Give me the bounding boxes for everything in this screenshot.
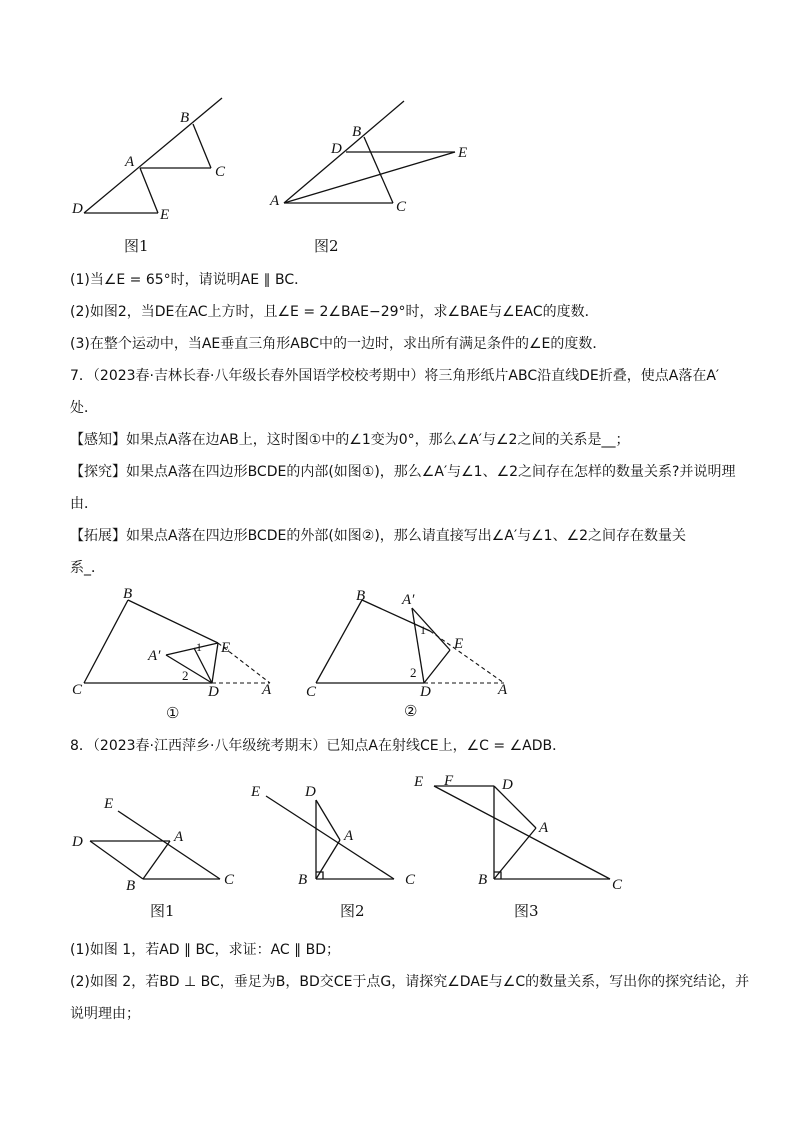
label-A: A: [344, 828, 354, 844]
label-angle-1: 1: [420, 623, 426, 637]
label-A: A: [498, 682, 508, 698]
label-C: C: [215, 164, 226, 180]
label-C: C: [224, 872, 235, 888]
q8-fig3-caption: 图3: [514, 902, 539, 920]
label-A: A: [174, 829, 184, 845]
q8-part-2-line1: (2)如图 2，若BD ⊥ BC，垂足为B，BD交CE于点G，请探究∠DAE与∠C的数量关系，写出你的探究结论，并: [70, 974, 750, 990]
label-A: A: [539, 820, 549, 836]
q7-tuozhan-line2: 系_．: [70, 560, 105, 576]
label-A: A: [125, 154, 135, 170]
label-C: C: [306, 684, 317, 700]
label-F: F: [444, 773, 454, 789]
q8-fig2-caption: 图2: [340, 902, 365, 920]
q7-intro-line2: 处．: [70, 400, 98, 416]
label-C: C: [72, 682, 83, 698]
q7-tanjiu-line2: 由．: [70, 496, 98, 512]
label-E: E: [251, 784, 261, 800]
label-C: C: [396, 199, 407, 215]
label-C: C: [405, 872, 416, 888]
label-D: D: [72, 201, 83, 217]
q7-fig2-caption: ②: [404, 702, 418, 720]
label-E: E: [104, 796, 114, 812]
label-B: B: [126, 878, 136, 894]
q7-tanjiu-line1: 【探究】如果点A落在四边形BCDE的内部(如图①)，那么∠A′与∠1、∠2之间存在怎样的数量关系?并说明理: [70, 464, 736, 480]
label-E: E: [160, 207, 170, 223]
label-E: E: [454, 636, 464, 652]
label-D: D: [420, 684, 431, 700]
label-angle-2: 2: [182, 668, 189, 683]
label-E: E: [458, 145, 468, 161]
q6-fig1-caption: 图1: [124, 237, 149, 255]
label-D: D: [305, 784, 316, 800]
label-A-prime: A′: [148, 648, 161, 664]
label-angle-2: 2: [410, 665, 417, 680]
q8-intro: 8．（2023春·江西萍乡·八年级统考期末）已知点A在射线CE上，∠C = ∠ADB．: [70, 738, 567, 754]
label-E: E: [221, 640, 231, 656]
label-angle-1: 1: [196, 640, 202, 654]
label-B: B: [180, 110, 190, 126]
q6-fig2-caption: 图2: [314, 237, 339, 255]
q8-part-1: (1)如图 1，若AD ∥ BC，求证：AC ∥ BD；: [70, 942, 340, 958]
label-C: C: [612, 877, 623, 893]
label-D: D: [331, 141, 342, 157]
q6-part-3: (3)在整个运动中，当AE垂直三角形ABC中的一边时，求出所有满足条件的∠E的度数．: [70, 336, 607, 352]
ray-ce: [434, 786, 610, 879]
q7-tuozhan-line1: 【拓展】如果点A落在四边形BCDE的外部(如图②)，那么请直接写出∠A′与∠1、∠2之间存在数量关: [70, 528, 687, 544]
label-D: D: [72, 834, 83, 850]
q7-fig1-caption: ①: [166, 704, 180, 722]
label-D: D: [208, 684, 219, 700]
label-B: B: [478, 872, 488, 888]
label-A: A: [262, 682, 272, 698]
label-E: E: [414, 774, 424, 790]
label-B: B: [356, 588, 366, 604]
label-A-prime: A′: [402, 592, 415, 608]
label-B: B: [352, 124, 362, 140]
label-B: B: [123, 586, 133, 602]
q7-ganzhi: 【感知】如果点A落在边AB上，这时图①中的∠1变为0°，那么∠A′与∠2之间的关系是__；: [70, 432, 630, 448]
label-A: A: [270, 193, 280, 209]
q8-part-2-line2: 说明理由；: [70, 1006, 140, 1022]
label-B: B: [298, 872, 308, 888]
q7-intro-line1: 7．（2023春·吉林长春·八年级长春外国语学校校考期中）将三角形纸片ABC沿直线DE折叠，使点A落在A′: [70, 368, 720, 384]
label-D: D: [502, 777, 513, 793]
q8-fig1-caption: 图1: [150, 902, 175, 920]
q6-part-1: (1)当∠E = 65°时，请说明AE ∥ BC．: [70, 272, 309, 288]
q6-part-2: (2)如图2，当DE在AC上方时，且∠E = 2∠BAE−29°时，求∠BAE与∠EAC的度数．: [70, 304, 599, 320]
